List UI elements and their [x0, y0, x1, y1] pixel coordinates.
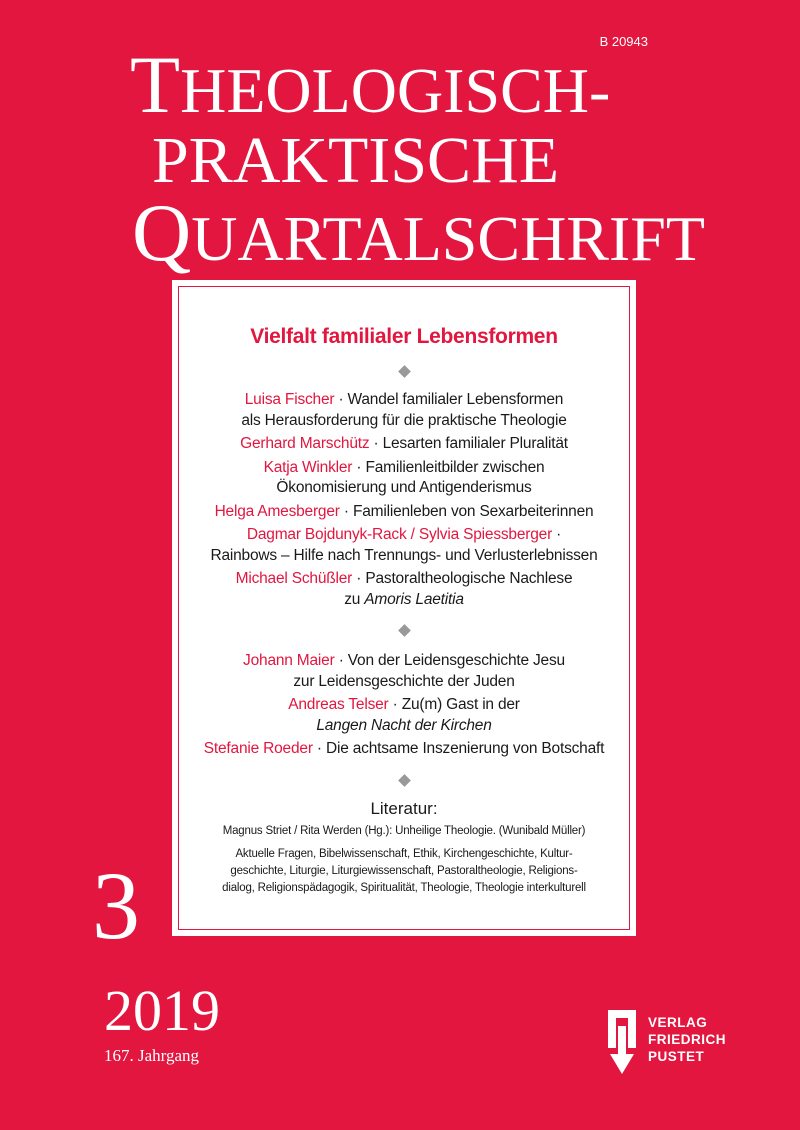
topics-line: geschichte, Liturgie, Liturgiewissenschaft, Pastoraltheologie, Religions-	[230, 864, 578, 877]
toc-title: Lesarten familialer Pluralität	[382, 435, 568, 452]
toc-entry	[172, 569, 636, 610]
toc-entry	[172, 695, 636, 736]
table-of-contents	[172, 280, 636, 897]
toc-author: Stefanie Roeder	[203, 740, 313, 757]
volume-label: 167. Jahrgang	[104, 1046, 200, 1065]
toc-entry	[172, 651, 636, 692]
bullet-separator: ·	[556, 526, 562, 543]
publisher-line: VERLAG	[648, 1015, 708, 1030]
toc-title: Die achtsame Inszenierung von Botschaft	[325, 740, 605, 757]
bullet-separator: ·	[356, 570, 362, 587]
toc-title-italic: Amoris Laetitia	[364, 590, 464, 608]
toc-author: Luisa Fischer	[244, 391, 335, 408]
pustet-logo-icon	[604, 1008, 640, 1078]
toc-entry	[172, 390, 636, 431]
toc-entry	[172, 525, 636, 566]
publisher-name	[648, 1014, 726, 1065]
toc-title: Rainbows – Hilfe nach Trennungs- und Verlusterlebnissen	[210, 546, 598, 564]
toc-author: Gerhard Marschütz	[240, 435, 370, 452]
bullet-separator: ·	[373, 435, 379, 452]
catalog-code: B 20943	[599, 34, 648, 49]
topics-line: dialog, Religionspädagogik, Spiritualität, Theologie, Theologie interkulturell	[222, 881, 586, 894]
toc-author: Johann Maier	[243, 652, 335, 669]
toc-author: Andreas Telser	[288, 696, 389, 713]
diamond-separator-icon	[398, 365, 411, 378]
toc-title: Wandel familialer Lebensformen	[347, 391, 564, 408]
diamond-separator-icon	[398, 624, 411, 637]
toc-title-italic: Langen Nacht der Kirchen	[316, 716, 492, 734]
toc-title: Familienleben von Sexarbeiterinnen	[352, 502, 594, 520]
toc-author: Katja Winkler	[263, 458, 353, 476]
issue-number: 3	[92, 852, 140, 959]
toc-title: Familienleitbilder zwischen	[365, 458, 545, 476]
topics-line: Aktuelle Fragen, Bibelwissenschaft, Ethik, Kirchengeschichte, Kultur-	[235, 847, 573, 860]
toc-title: Pastoraltheologische Nachlese	[365, 570, 573, 587]
toc-title: Zu(m) Gast in der	[401, 696, 520, 713]
toc-author: Helga Amesberger	[214, 502, 340, 520]
issue-theme-title: Vielfalt familialer Lebensformen	[250, 325, 558, 348]
bullet-separator: ·	[338, 652, 344, 669]
toc-title-cont: zur Leidensgeschichte der Juden	[293, 672, 515, 690]
toc-author: Dagmar Bojdunyk-Rack / Sylvia Spiessberger	[246, 526, 553, 543]
bullet-separator: ·	[316, 740, 322, 757]
toc-title-cont: als Herausforderung für die praktische Theologie	[241, 411, 567, 429]
bullet-separator: ·	[343, 502, 349, 520]
literature-review: Magnus Striet / Rita Werden (Hg.): Unheilige Theologie. (Wunibald Müller)	[222, 824, 586, 837]
toc-title-cont: zu	[344, 590, 365, 608]
publisher-line: FRIEDRICH	[648, 1032, 726, 1047]
toc-title-cont: Ökonomisierung und Antigenderismus	[276, 479, 532, 496]
bullet-separator: ·	[356, 458, 362, 476]
masthead-line-3: QUARTALSCHRIFT	[132, 187, 705, 278]
publisher-line: PUSTET	[648, 1049, 705, 1064]
bullet-separator: ·	[338, 391, 344, 408]
toc-entry	[172, 458, 636, 499]
bullet-separator: ·	[392, 696, 398, 713]
masthead-line-2: PRAKTISCHE	[152, 124, 560, 197]
masthead-line-1: THEOLOGISCH-	[130, 39, 611, 130]
toc-title: Von der Leidensgeschichte Jesu	[347, 652, 565, 669]
issue-year: 2019	[104, 978, 220, 1043]
toc-author: Michael Schüßler	[235, 570, 353, 587]
literature-heading: Literatur:	[370, 798, 438, 818]
toc-entry	[172, 434, 636, 455]
diamond-separator-icon	[398, 774, 411, 787]
toc-entry	[172, 502, 636, 523]
contents-panel	[172, 280, 636, 936]
toc-entry	[172, 739, 636, 760]
